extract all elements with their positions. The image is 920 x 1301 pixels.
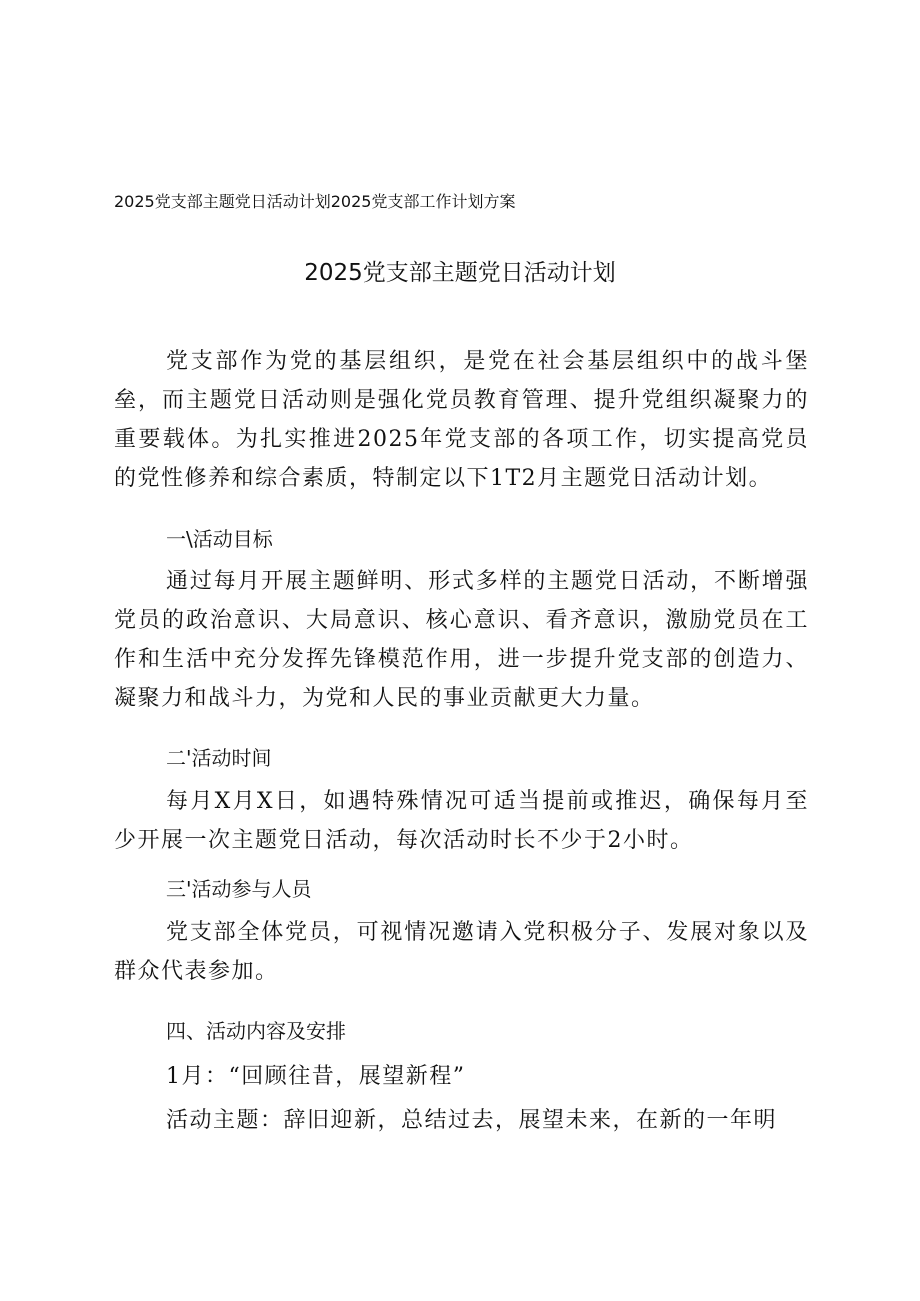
section-3-heading: 三'活动参与人员 [166,877,312,901]
month-1-title: 1月：“回顾往昔，展望新程” [166,1064,466,1089]
section-3-paragraph: 党支部全体党员，可视情况邀请入党积极分子、发展对象以及群众代表参加。 [114,920,809,984]
section-2-heading: 二'活动时间 [166,746,272,770]
section-4-heading: 四、活动内容及安排 [166,1019,346,1043]
activity-theme-line: 活动主题：辞旧迎新，总结过去，展望未来，在新的一年明 [166,1108,778,1133]
document-header: 2025党支部主题党日活动计划2025党支部工作计划方案 [114,192,516,211]
section-2-paragraph: 每月X月X日，如遇特殊情况可适当提前或推迟，确保每月至少开展一次主题党日活动，每次活动时长不少于2小时。 [114,789,809,853]
section-1-paragraph: 通过每月开展主题鲜明、形式多样的主题党日活动，不断增强党员的政治意识、大局意识、核心意识、看齐意识，激励党员在工作和生活中充分发挥先锋模范作用，进一步提升党支部的创造力、凝聚力和战斗力，为党和人民的事业贡献更大力量。 [114,569,809,711]
document-title: 2025党支部主题党日活动计划 [304,260,616,286]
intro-paragraph: 党支部作为党的基层组织，是党在社会基层组织中的战斗堡垒，而主题党日活动则是强化党员教育管理、提升党组织凝聚力的重要载体。为扎实推进2025年党支部的各项工作，切实提高党员的党性修养和综合素质，特制定以下1T2月主题党日活动计划。 [114,349,809,491]
section-1-heading: 一\活动目标 [166,527,273,551]
